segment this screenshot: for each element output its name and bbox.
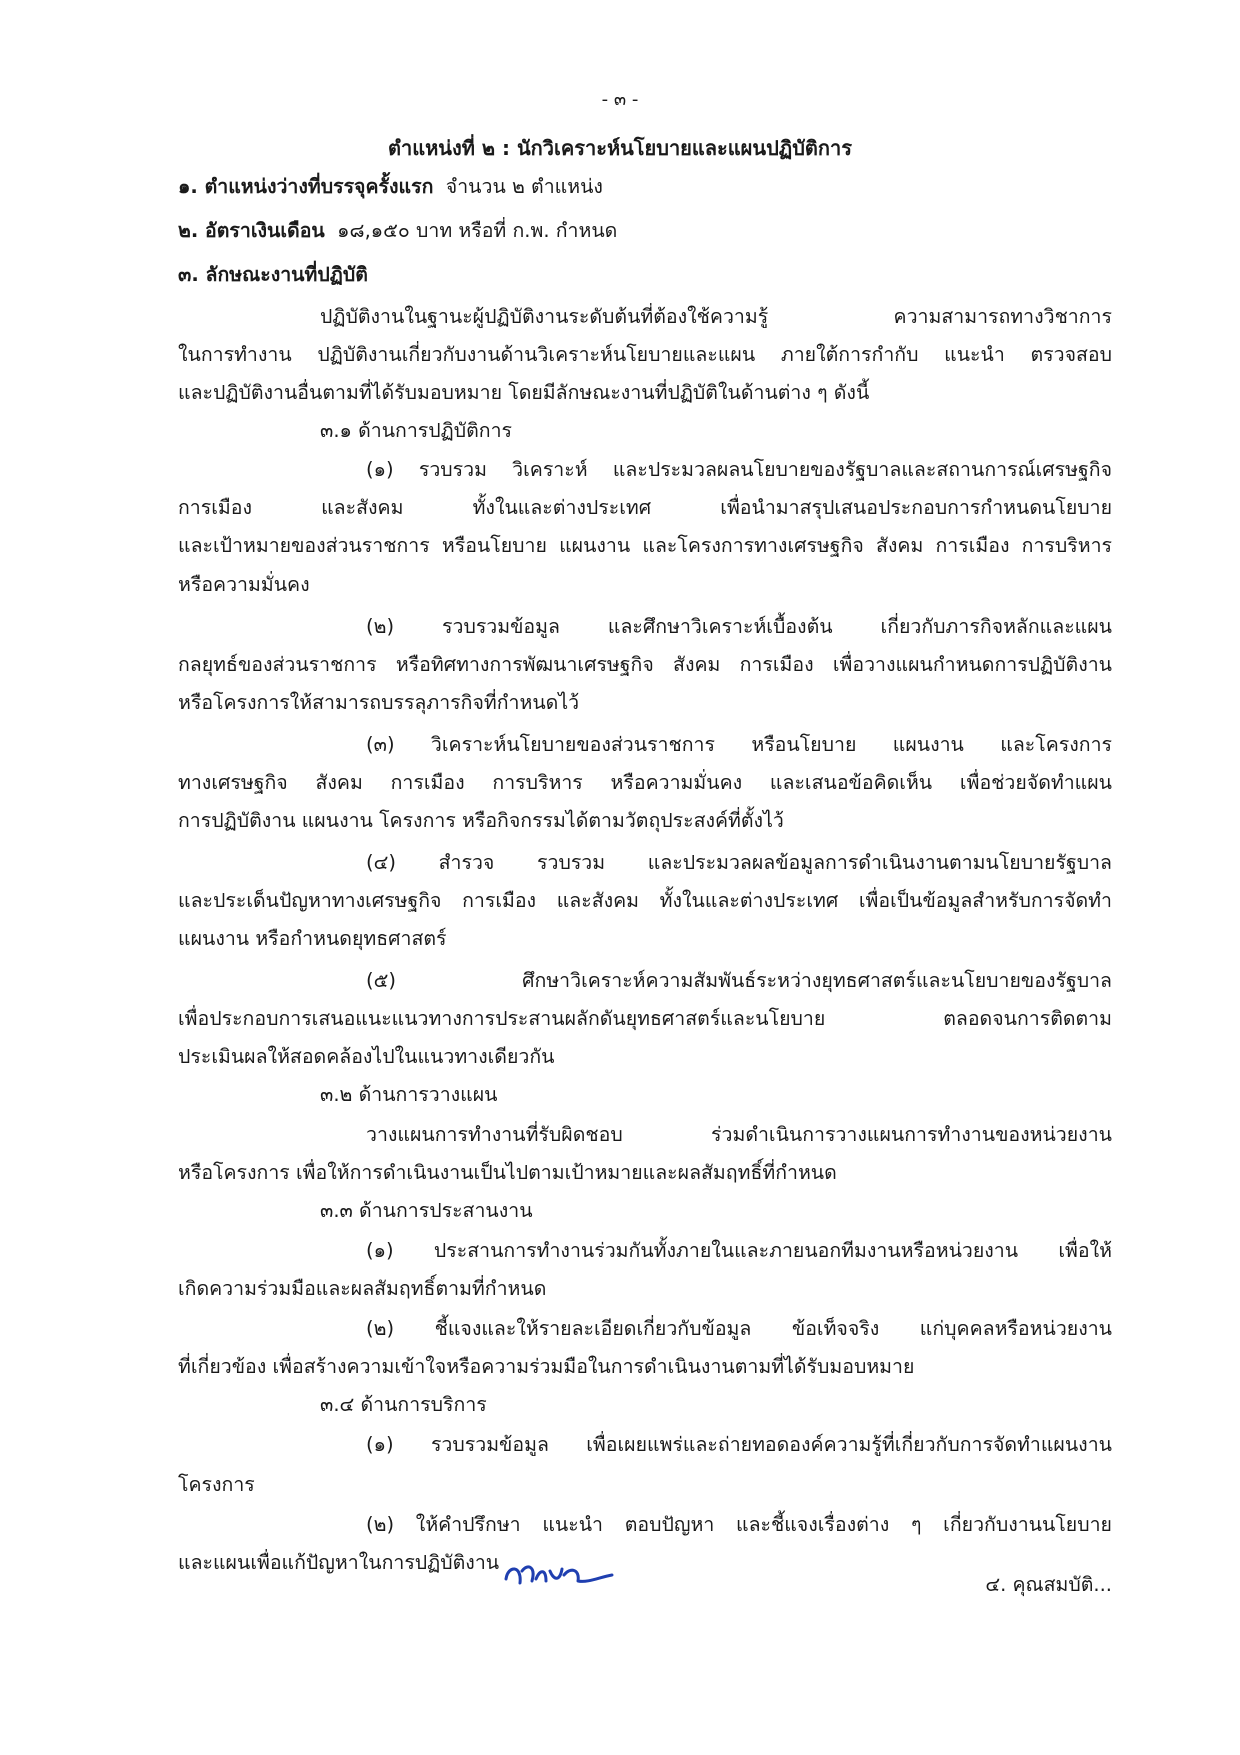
- section-2: [178, 216, 617, 246]
- item-3-3-2-line: ที่เกี่ยวข้อง เพื่อสร้างความเข้าใจหรือความร่วมมือในการดำเนินงานตามที่ได้รับมอบหมาย: [178, 1355, 915, 1378]
- page-number: - ๓ -: [601, 89, 639, 110]
- signature-initials: [500, 1553, 620, 1593]
- subsection-3-4-heading: ๓.๔ ด้านการบริการ: [320, 1393, 487, 1416]
- item-3-1-3-line: ทางเศรษฐกิจ สังคม การเมือง การบริหาร หรือความมั่นคง และเสนอข้อคิดเห็น เพื่อช่วยจัดทำแผน: [178, 771, 1112, 794]
- subsection-3-2-heading: ๓.๒ ด้านการวางแผน: [320, 1083, 498, 1106]
- item-3-1-1-line: การเมือง และสังคม ทั้งในและต่างประเทศ เพื่อนำมาสรุปเสนอประกอบการกำหนดนโยบาย: [178, 496, 1112, 519]
- item-3-3-2-line: (๒) ชี้แจงและให้รายละเอียดเกี่ยวกับข้อมูล ข้อเท็จจริง แก่บุคคลหรือหน่วยงาน: [366, 1317, 1112, 1340]
- item-3-4-1-line: (๑) รวบรวมข้อมูล เพื่อเผยแพร่และถ่ายทอดองค์ความรู้ที่เกี่ยวกับการจัดทำแผนงาน: [366, 1433, 1112, 1456]
- section-3-intro-line: ในการทำงาน ปฏิบัติงานเกี่ยวกับงานด้านวิเคราะห์นโยบายและแผน ภายใต้การกำกับ แนะนำ ตรวจสอบ: [178, 343, 1112, 366]
- item-3-1-3-line: (๓) วิเคราะห์นโยบายของส่วนราชการ หรือนโยบาย แผนงาน และโครงการ: [366, 733, 1112, 756]
- section-1-text: จำนวน ๒ ตำแหน่ง: [445, 175, 603, 198]
- subsection-3-2-line: วางแผนการทำงานที่รับผิดชอบ ร่วมดำเนินการวางแผนการทำงานของหน่วยงาน: [366, 1123, 1112, 1146]
- item-3-1-5-line: เพื่อประกอบการเสนอแนะแนวทางการประสานผลักดันยุทธศาสตร์และนโยบาย ตลอดจนการติดตาม: [178, 1007, 1112, 1030]
- section-2-text: ๑๘,๑๕๐ บาท หรือที่ ก.พ. กำหนด: [337, 219, 618, 242]
- item-3-1-4-line: แผนงาน หรือกำหนดยุทธศาสตร์: [178, 927, 447, 950]
- section-3-intro-line: และปฏิบัติงานอื่นตามที่ได้รับมอบหมาย โดยมีลักษณะงานที่ปฏิบัติในด้านต่าง ๆ ดังนี้: [178, 381, 870, 404]
- item-3-3-1-line: เกิดความร่วมมือและผลสัมฤทธิ์ตามที่กำหนด: [178, 1277, 547, 1300]
- section-1-heading: ๑. ตำแหน่งว่างที่บรรจุครั้งแรก: [178, 175, 434, 198]
- section-1: [178, 172, 603, 202]
- section-3-intro-line: ปฏิบัติงานในฐานะผู้ปฏิบัติงานระดับต้นที่ต้องใช้ความรู้ ความสามารถทางวิชาการ: [320, 305, 1112, 328]
- item-3-1-5-line: ประเมินผลให้สอดคล้องไปในแนวทางเดียวกัน: [178, 1045, 555, 1068]
- item-3-1-4-line: และประเด็นปัญหาทางเศรษฐกิจ การเมือง และสังคม ทั้งในและต่างประเทศ เพื่อเป็นข้อมูลสำหรับการจัดทำ: [178, 889, 1112, 912]
- item-3-1-2-line: หรือโครงการให้สามารถบรรลุภารกิจที่กำหนดไว้: [178, 691, 580, 714]
- item-3-1-2-line: กลยุทธ์ของส่วนราชการ หรือทิศทางการพัฒนาเศรษฐกิจ สังคม การเมือง เพื่อวางแผนกำหนดการปฏิบัติงาน: [178, 653, 1112, 676]
- item-3-1-2-line: (๒) รวบรวมข้อมูล และศึกษาวิเคราะห์เบื้องต้น เกี่ยวกับภารกิจหลักและแผน: [366, 615, 1112, 638]
- subsection-3-2-line: หรือโครงการ เพื่อให้การดำเนินงานเป็นไปตามเป้าหมายและผลสัมฤทธิ์ที่กำหนด: [178, 1161, 837, 1184]
- item-3-1-5-line: (๕) ศึกษาวิเคราะห์ความสัมพันธ์ระหว่างยุทธศาสตร์และนโยบายของรัฐบาล: [366, 969, 1112, 992]
- item-3-4-2-line: (๒) ให้คำปรึกษา แนะนำ ตอบปัญหา และชี้แจงเรื่องต่าง ๆ เกี่ยวกับงานนโยบาย: [366, 1513, 1112, 1536]
- item-3-1-4-line: (๔) สำรวจ รวบรวม และประมวลผลข้อมูลการดำเนินงานตามนโยบายรัฐบาล: [366, 851, 1112, 874]
- item-3-1-1-line: หรือความมั่นคง: [178, 573, 310, 596]
- section-2-heading: ๒. อัตราเงินเดือน: [178, 219, 325, 242]
- item-3-1-1-line: (๑) รวบรวม วิเคราะห์ และประมวลผลนโยบายของรัฐบาลและสถานการณ์เศรษฐกิจ: [366, 458, 1112, 481]
- item-3-1-1-line: และเป้าหมายของส่วนราชการ หรือนโยบาย แผนงาน และโครงการทางเศรษฐกิจ สังคม การเมือง การบริหาร: [178, 534, 1112, 557]
- item-3-4-2-line: และแผนเพื่อแก้ปัญหาในการปฏิบัติงาน: [178, 1551, 500, 1574]
- subsection-3-1-heading: ๓.๑ ด้านการปฏิบัติการ: [320, 419, 513, 442]
- item-3-1-3-line: การปฏิบัติงาน แผนงาน โครงการ หรือกิจกรรมได้ตามวัตถุประสงค์ที่ตั้งไว้: [178, 809, 784, 832]
- subsection-3-3-heading: ๓.๓ ด้านการประสานงาน: [320, 1199, 533, 1222]
- section-3-heading: ๓. ลักษณะงานที่ปฏิบัติ: [178, 263, 368, 286]
- item-3-3-1-line: (๑) ประสานการทำงานร่วมกันทั้งภายในและภายนอกทีมงานหรือหน่วยงาน เพื่อให้: [366, 1239, 1112, 1262]
- continuation-text: ๔. คุณสมบัติ...: [985, 1573, 1112, 1596]
- position-title: ตำแหน่งที่ ๒ : นักวิเคราะห์นโยบายและแผนปฏิบัติการ: [388, 136, 852, 160]
- item-3-4-1-line: โครงการ: [178, 1473, 255, 1496]
